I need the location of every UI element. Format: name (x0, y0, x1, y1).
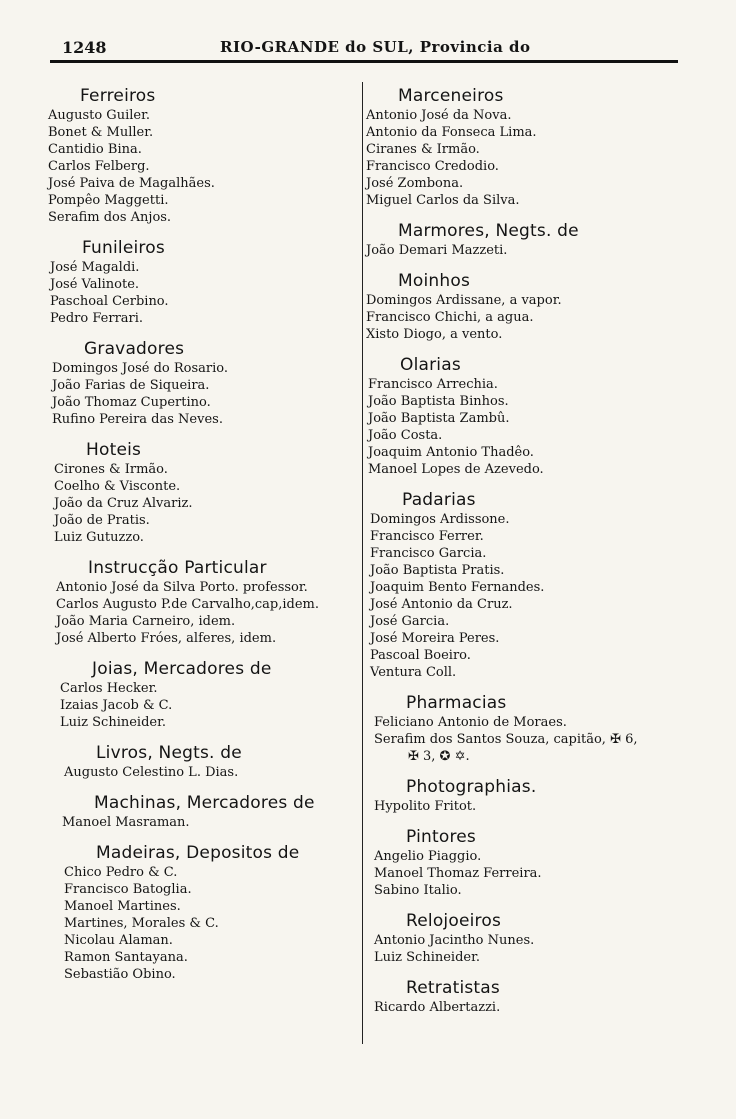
directory-section (374, 911, 702, 966)
directory-section (370, 490, 702, 681)
directory-entry: Cirones & Irmão. (54, 462, 168, 477)
directory-entry: Nicolau Alaman. (64, 933, 173, 948)
directory-entry: Chico Pedro & C. (64, 865, 178, 880)
page-number: 1248 (62, 38, 107, 57)
left-column (48, 86, 360, 995)
directory-entry: João Demari Mazzeti. (366, 243, 508, 258)
directory-section (366, 271, 702, 343)
directory-entry: João Baptista Binhos. (368, 394, 509, 409)
directory-entry: Antonio José da Silva Porto. professor. (56, 580, 308, 595)
directory-entry: Ricardo Albertazzi. (374, 1000, 501, 1015)
directory-entry: Feliciano Antonio de Moraes. (374, 715, 567, 730)
directory-entry: Paschoal Cerbino. (50, 294, 169, 309)
directory-entry: Carlos Hecker. (60, 681, 158, 696)
directory-entry: Domingos Ardissone. (370, 512, 510, 527)
directory-entry: Francisco Garcia. (370, 546, 487, 561)
directory-entry: Francisco Ferrer. (370, 529, 484, 544)
directory-entry: Ciranes & Irmão. (366, 142, 480, 157)
directory-entry: Manoel Thomaz Ferreira. (374, 866, 542, 881)
directory-entry: José Magaldi. (50, 260, 140, 275)
directory-entry: José Valinote. (50, 277, 140, 292)
directory-entry: Manoel Masraman. (62, 815, 190, 830)
directory-entry: Serafim dos Anjos. (48, 210, 172, 225)
directory-entry: Francisco Arrechia. (368, 377, 498, 392)
directory-entry: Antonio da Fonseca Lima. (366, 125, 537, 140)
directory-section (374, 777, 702, 815)
section-heading: Gravadores (84, 339, 185, 359)
section-heading: Retratistas (406, 978, 500, 998)
directory-section (48, 86, 360, 226)
section-heading: Madeiras, Depositos de (96, 843, 300, 863)
directory-entry: Francisco Credodio. (366, 159, 499, 174)
directory-section (64, 843, 360, 983)
directory-entry: Antonio Jacintho Nunes. (374, 933, 535, 948)
directory-entry: Manoel Martines. (64, 899, 181, 914)
running-title: RIO-GRANDE do SUL, Provincia do (220, 38, 531, 56)
column-divider (362, 82, 363, 1044)
directory-entry: Izaias Jacob & C. (60, 698, 173, 713)
directory-section (52, 339, 360, 428)
section-heading: Instrucção Particular (88, 558, 267, 578)
directory-section (54, 440, 360, 546)
directory-section (366, 86, 702, 209)
directory-section (60, 659, 360, 731)
section-heading: Hoteis (86, 440, 142, 460)
directory-entry: João Farias de Siqueira. (52, 378, 210, 393)
section-heading: Machinas, Mercadores de (94, 793, 315, 813)
directory-entry: Ventura Coll. (370, 665, 457, 680)
directory-entry: Carlos Augusto P.de Carvalho,cap,idem. (56, 597, 320, 612)
directory-entry: João Costa. (368, 428, 443, 443)
directory-entry: Pascoal Boeiro. (370, 648, 471, 663)
section-heading: Livros, Negts. de (96, 743, 242, 763)
directory-section (50, 238, 360, 327)
directory-entry: Hypolito Fritot. (374, 799, 477, 814)
directory-entry: João Baptista Zambû. (368, 411, 510, 426)
directory-entry: Pompêo Maggetti. (48, 193, 169, 208)
directory-entry: Rufino Pereira das Neves. (52, 412, 223, 427)
directory-entry: Sabino Italio. (374, 883, 462, 898)
directory-entry: Luiz Schineider. (374, 950, 481, 965)
directory-section (64, 743, 360, 781)
section-heading: Pharmacias (406, 693, 507, 713)
directory-entry: Joaquim Antonio Thadêo. (368, 445, 534, 460)
directory-entry: Augusto Guiler. (48, 108, 150, 123)
directory-entry: José Moreira Peres. (370, 631, 500, 646)
directory-section (366, 221, 702, 259)
section-heading: Funileiros (82, 238, 165, 258)
directory-entry: João Baptista Pratis. (370, 563, 505, 578)
header-rule (50, 60, 678, 63)
section-heading: Moinhos (398, 271, 470, 291)
section-heading: Olarias (400, 355, 461, 375)
directory-entry: Ramon Santayana. (64, 950, 188, 965)
directory-entry: José Garcia. (370, 614, 450, 629)
directory-section (374, 693, 702, 765)
directory-entry: Cantidio Bina. (48, 142, 142, 157)
directory-entry: Augusto Celestino L. Dias. (64, 765, 239, 780)
section-heading: Ferreiros (80, 86, 156, 106)
directory-entry: Luiz Gutuzzo. (54, 530, 144, 545)
directory-section (374, 978, 702, 1016)
directory-entry: João da Cruz Alvariz. (54, 496, 193, 511)
directory-entry: Pedro Ferrari. (50, 311, 144, 326)
directory-entry: Joaquim Bento Fernandes. (370, 580, 545, 595)
directory-section (374, 827, 702, 899)
directory-section (368, 355, 702, 478)
directory-entry: Manoel Lopes de Azevedo. (368, 462, 544, 477)
directory-entry: Martines, Morales & C. (64, 916, 219, 931)
directory-entry: José Paiva de Magalhães. (48, 176, 215, 191)
directory-entry: José Antonio da Cruz. (370, 597, 513, 612)
directory-entry: Bonet & Muller. (48, 125, 154, 140)
directory-entry: Carlos Felberg. (48, 159, 150, 174)
directory-entry: ✠ 3, ✪ ✡. (408, 749, 470, 764)
directory-entry: José Alberto Fróes, alferes, idem. (56, 631, 277, 646)
directory-entry: Domingos Ardissane, a vapor. (366, 293, 562, 308)
directory-entry: Antonio José da Nova. (366, 108, 512, 123)
directory-entry: José Zombona. (366, 176, 464, 191)
directory-entry: Xisto Diogo, a vento. (366, 327, 503, 342)
section-heading: Marmores, Negts. de (398, 221, 579, 241)
right-column (366, 86, 702, 1028)
directory-entry: Serafim dos Santos Souza, capitão, ✠ 6, (374, 732, 638, 747)
directory-entry: Angelio Piaggio. (374, 849, 482, 864)
directory-entry: João Thomaz Cupertino. (52, 395, 211, 410)
directory-section (62, 793, 360, 831)
directory-entry: João de Pratis. (54, 513, 150, 528)
directory-entry: Luiz Schineider. (60, 715, 167, 730)
directory-entry: Francisco Chichi, a agua. (366, 310, 534, 325)
directory-entry: Miguel Carlos da Silva. (366, 193, 520, 208)
section-heading: Pintores (406, 827, 476, 847)
directory-entry: Francisco Batoglia. (64, 882, 192, 897)
section-heading: Photographias. (406, 777, 537, 797)
section-heading: Joias, Mercadores de (92, 659, 272, 679)
directory-entry: Coelho & Visconte. (54, 479, 181, 494)
page-header (50, 36, 678, 62)
directory-section (56, 558, 360, 647)
section-heading: Marceneiros (398, 86, 504, 106)
section-heading: Padarias (402, 490, 476, 510)
directory-entry: João Maria Carneiro, idem. (56, 614, 236, 629)
directory-entry: Sebastião Obino. (64, 967, 176, 982)
directory-entry: Domingos José do Rosario. (52, 361, 229, 376)
section-heading: Relojoeiros (406, 911, 502, 931)
